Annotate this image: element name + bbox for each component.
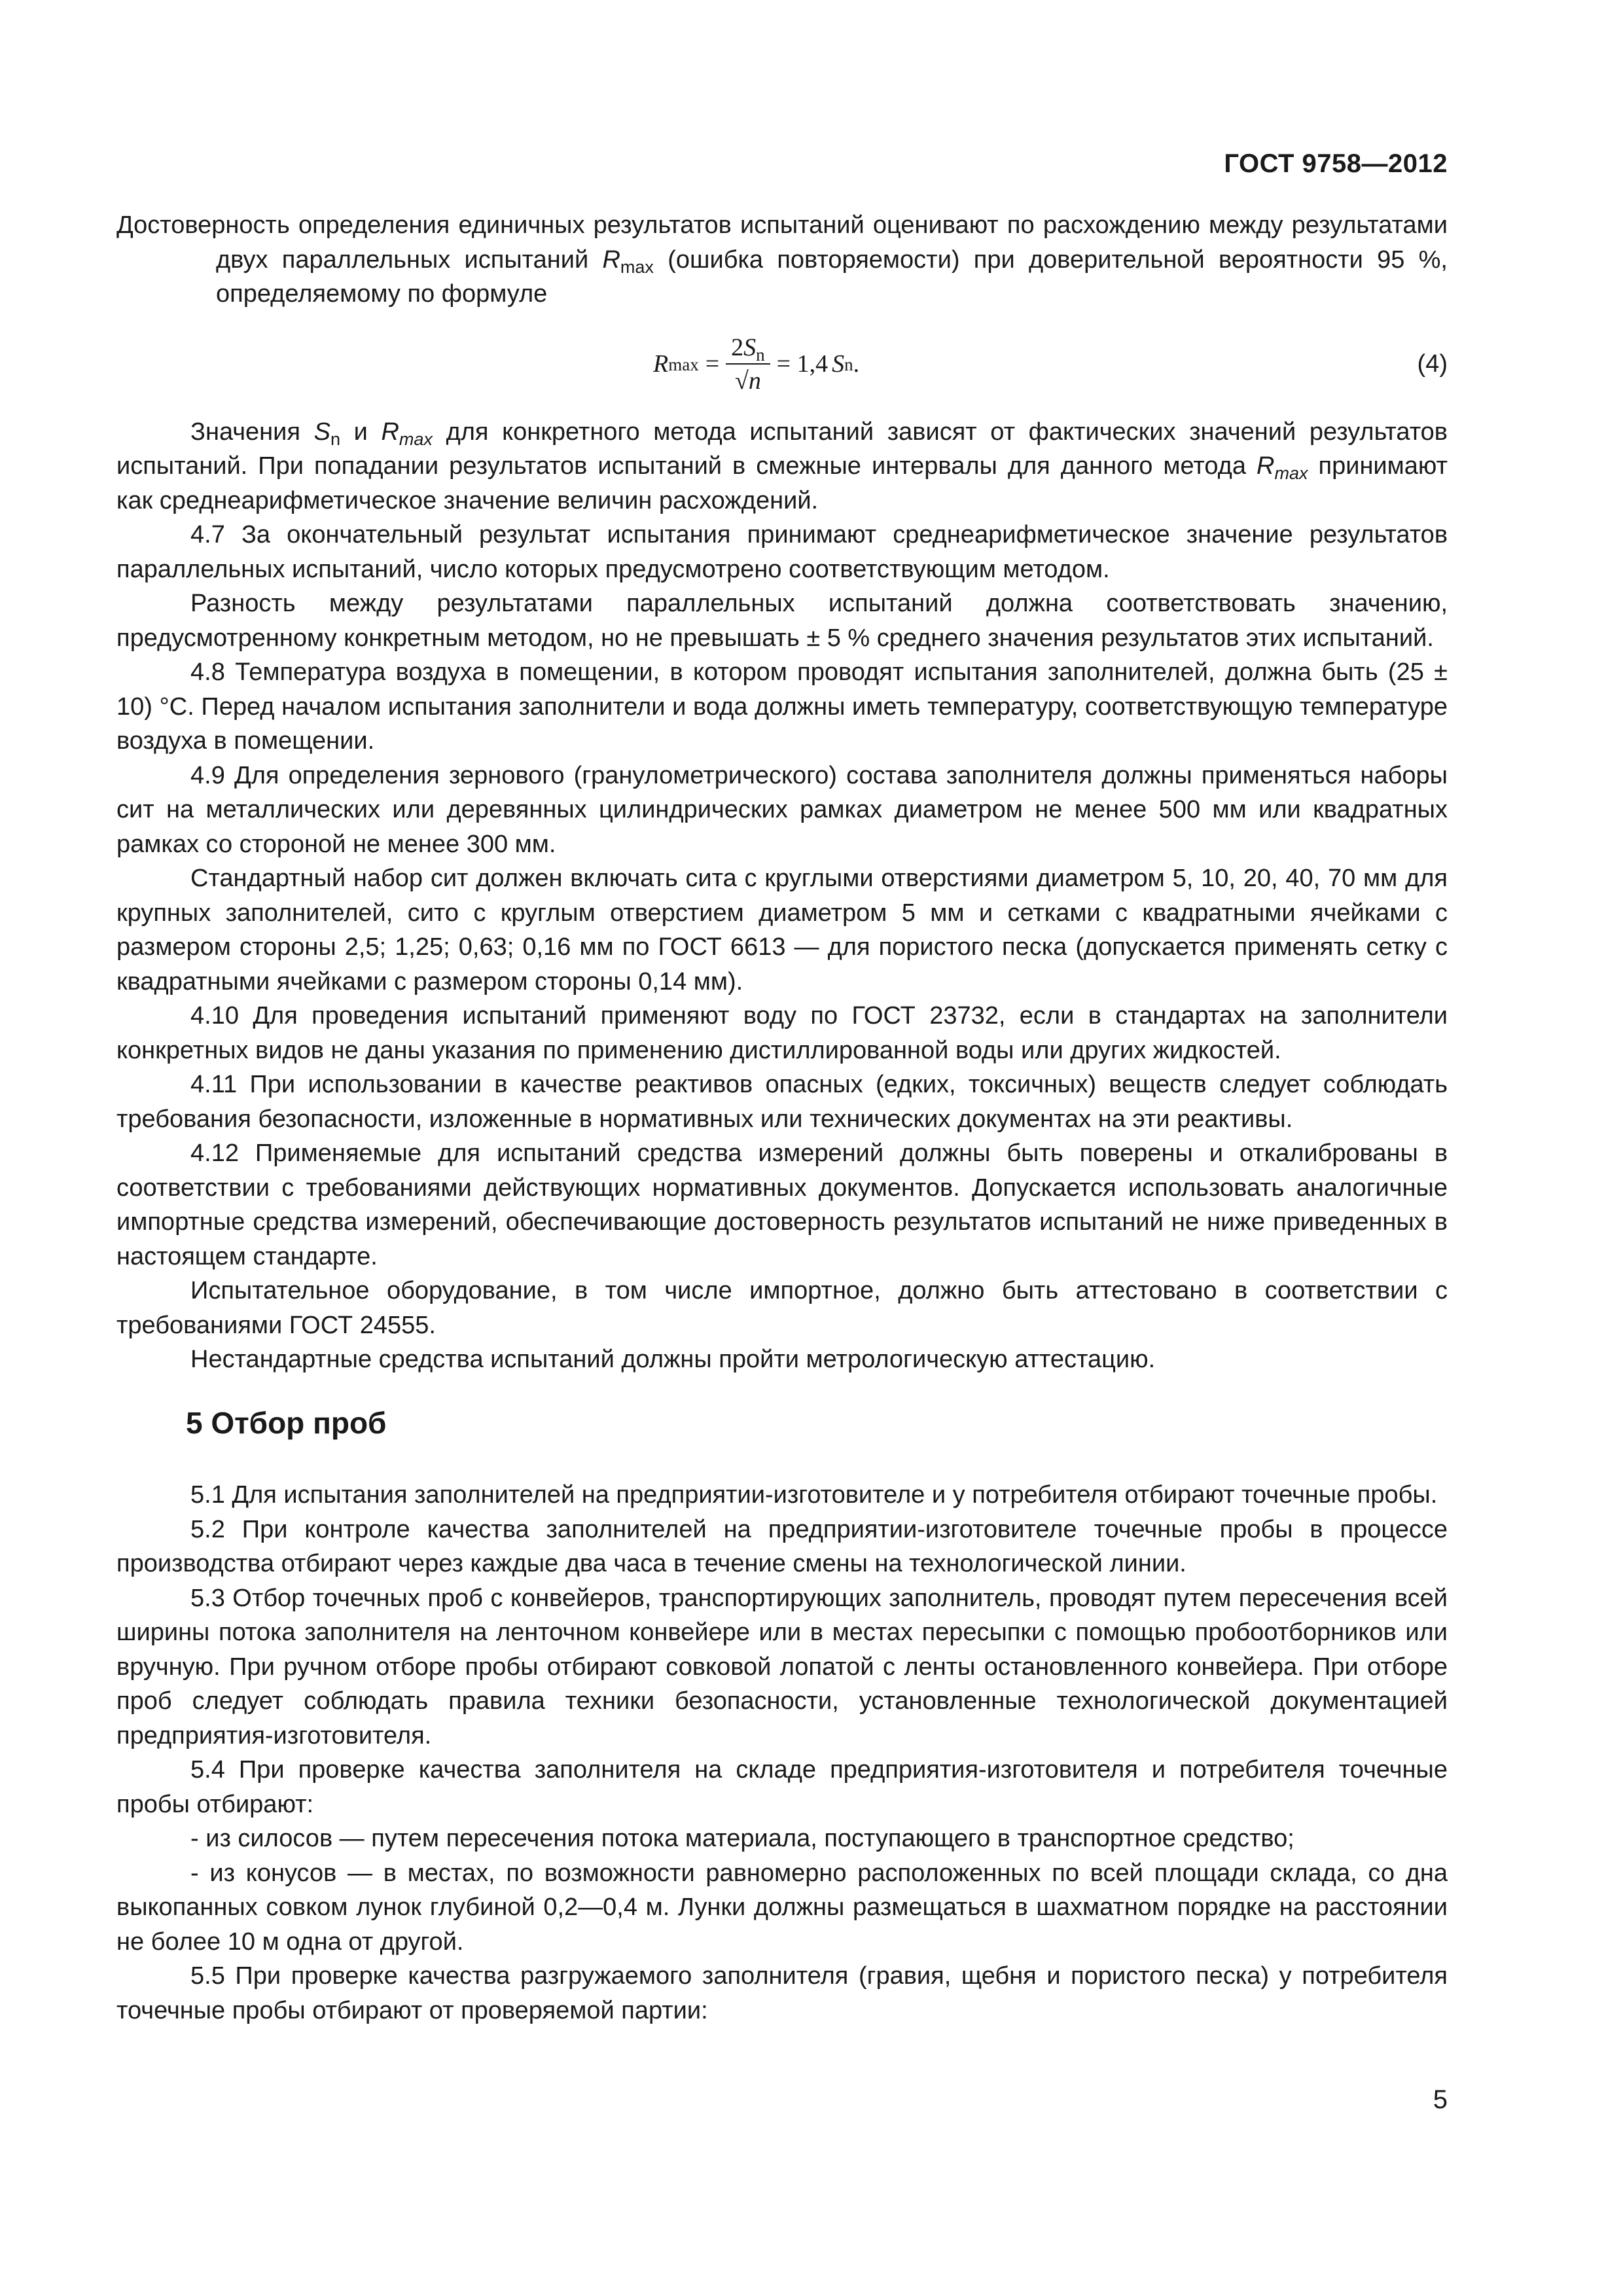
paragraph-5-1: 5.1 Для испытания заполнителей на предприятии-изготовителе и у потребителя отбирают точечные пробы. — [190, 1481, 1438, 1509]
paragraph-4-11: 4.11 При использовании в качестве реактивов опасных (едких, токсичных) веществ следует соблюдать требования безопасности, изложенные в нормативных или технических документах на эти реактивы. — [116, 1071, 1448, 1133]
formula-denominator: √n — [734, 367, 761, 395]
paragraph-5-3: 5.3 Отбор точечных проб с конвейеров, транспортирующих заполнитель, проводят путем пересечения всей ширины потока заполнителя на ленточном конвейере или в местах пересыпки с помощью пробоотборников или вручную. При ручном отборе пробы отбирают совковой лопатой с ленты остановленного конвейера. При отборе проб следует соблюдать правила техники безопасности, установленные технологической документацией предприятия-изготовителя. — [116, 1584, 1448, 1749]
paragraph-values: Значения $S_n$ и $R_{max}$ для конкретного метода испытаний зависят от фактических значений результатов испытаний. При попадании результатов испытаний в смежные интервалы для данного метода $R_{max}$ принимают как среднеарифметическое значение величин расхождений. — [116, 418, 1448, 514]
paragraph-4-12: 4.12 Применяемые для испытаний средства измерений должны быть поверены и откалиброваны в соответствии с требованиями действующих нормативных документов. Допускается использовать аналогичные импортные средства измерений, обеспечивающие достоверность результатов испытаний не ниже приведенных в настоящем стандарте. — [116, 1139, 1448, 1270]
paragraph-4-8: 4.8 Температура воздуха в помещении, в котором проводят испытания заполнителей, должна быть (25 ± 10) °С. Перед началом испытания заполнители и вода должны иметь температуру, соответствующую температуре воздуха в помещении. — [116, 658, 1448, 755]
paragraph-4-12-equipment: Испытательное оборудование, в том числе импортное, должно быть аттестовано в соответствии с требованиями ГОСТ 24555. — [116, 1277, 1448, 1339]
paragraph-5-4: 5.4 При проверке качества заполнителя на складе предприятия-изготовителя и потребителя точечные пробы отбирают: — [116, 1756, 1448, 1818]
formula-fraction — [726, 333, 770, 396]
sqrt-sign: √ — [734, 367, 749, 395]
paragraph-intro: Достоверность определения единичных результатов испытаний оценивают по расхождению между результатами двух параллельных испытаний $R_{max}$ (ошибка повторяемости) при доверительной вероятности 95 %, определяемому по формуле — [116, 211, 1448, 308]
formula-4 — [116, 326, 1448, 403]
formula-expression: R max = $\frac{2S_n}{√n}$ = 1,4 S n . — [653, 333, 860, 395]
formula-numerator: $2S_n$ — [726, 333, 770, 365]
section-heading-5: 5 Отбор проб — [186, 1405, 387, 1440]
paragraph-4-9-sieves: Стандартный набор сит должен включать сита с круглыми отверстиями диаметром 5, 10, 20, 40, 70 мм для крупных заполнителей, сито с круглым отверстием диаметром 5 мм и сетками с квадратными ячейками с размером стороны 2,5; 1,25; 0,63; 0,16 мм по ГОСТ 6613 — для пористого песка (допускается применять сетку с квадратными ячейками с размером стороны 0,14 мм). — [116, 865, 1448, 996]
list-item-cones: - из конусов — в местах, по возможности равномерно расположенных по всей площади склада, со дна выкопанных совком лунок глубиной 0,2—0,4 м. Лунки должны размещаться в шахматном порядке на расстоянии не более 10 м одна от другой. — [116, 1859, 1448, 1956]
paragraph-5-5: 5.5 При проверке качества разгружаемого заполнителя (гравия, щебня и пористого песка) у потребителя точечные пробы отбирают от проверяемой партии: — [116, 1962, 1448, 2024]
paragraph-4-9: 4.9 Для определения зернового (гранулометрического) состава заполнителя должны применяться наборы сит на металлических или деревянных цилиндрических рамках диаметром не менее 500 мм или квадратных рамках со стороной не менее 300 мм. — [116, 761, 1448, 858]
paragraph-5-2: 5.2 При контроле качества заполнителей на предприятии-изготовителе точечные пробы в процессе производства отбирают через каждые два часа в течение смены на технологической линии. — [116, 1515, 1448, 1577]
paragraph-4-7-difference: Разность между результатами параллельных испытаний должна соответствовать значению, предусмотренному конкретным методом, но не превышать ± 5 % среднего значения результатов этих испытаний. — [116, 590, 1448, 652]
paragraph-4-10: 4.10 Для проведения испытаний применяют воду по ГОСТ 23732, если в стандартах на заполнители конкретных видов не даны указания по применению дистиллированной воды или других жидкостей. — [116, 1002, 1448, 1064]
page-number: 5 — [1433, 2085, 1448, 2114]
document-code-header: ГОСТ 9758—2012 — [1224, 149, 1448, 178]
paragraph-4-12-nonstandard: Нестандартные средства испытаний должны пройти метрологическую аттестацию. — [190, 1346, 1156, 1373]
formula-number: (4) — [1417, 350, 1448, 378]
paragraph-4-7: 4.7 За окончательный результат испытания принимают среднеарифметическое значение результатов параллельных испытаний, число которых предусмотрено соответствующим методом. — [116, 521, 1448, 583]
list-item-silos: - из силосов — путем пересечения потока материала, поступающего в транспортное средство; — [190, 1825, 1294, 1852]
document-body — [116, 208, 1448, 2028]
